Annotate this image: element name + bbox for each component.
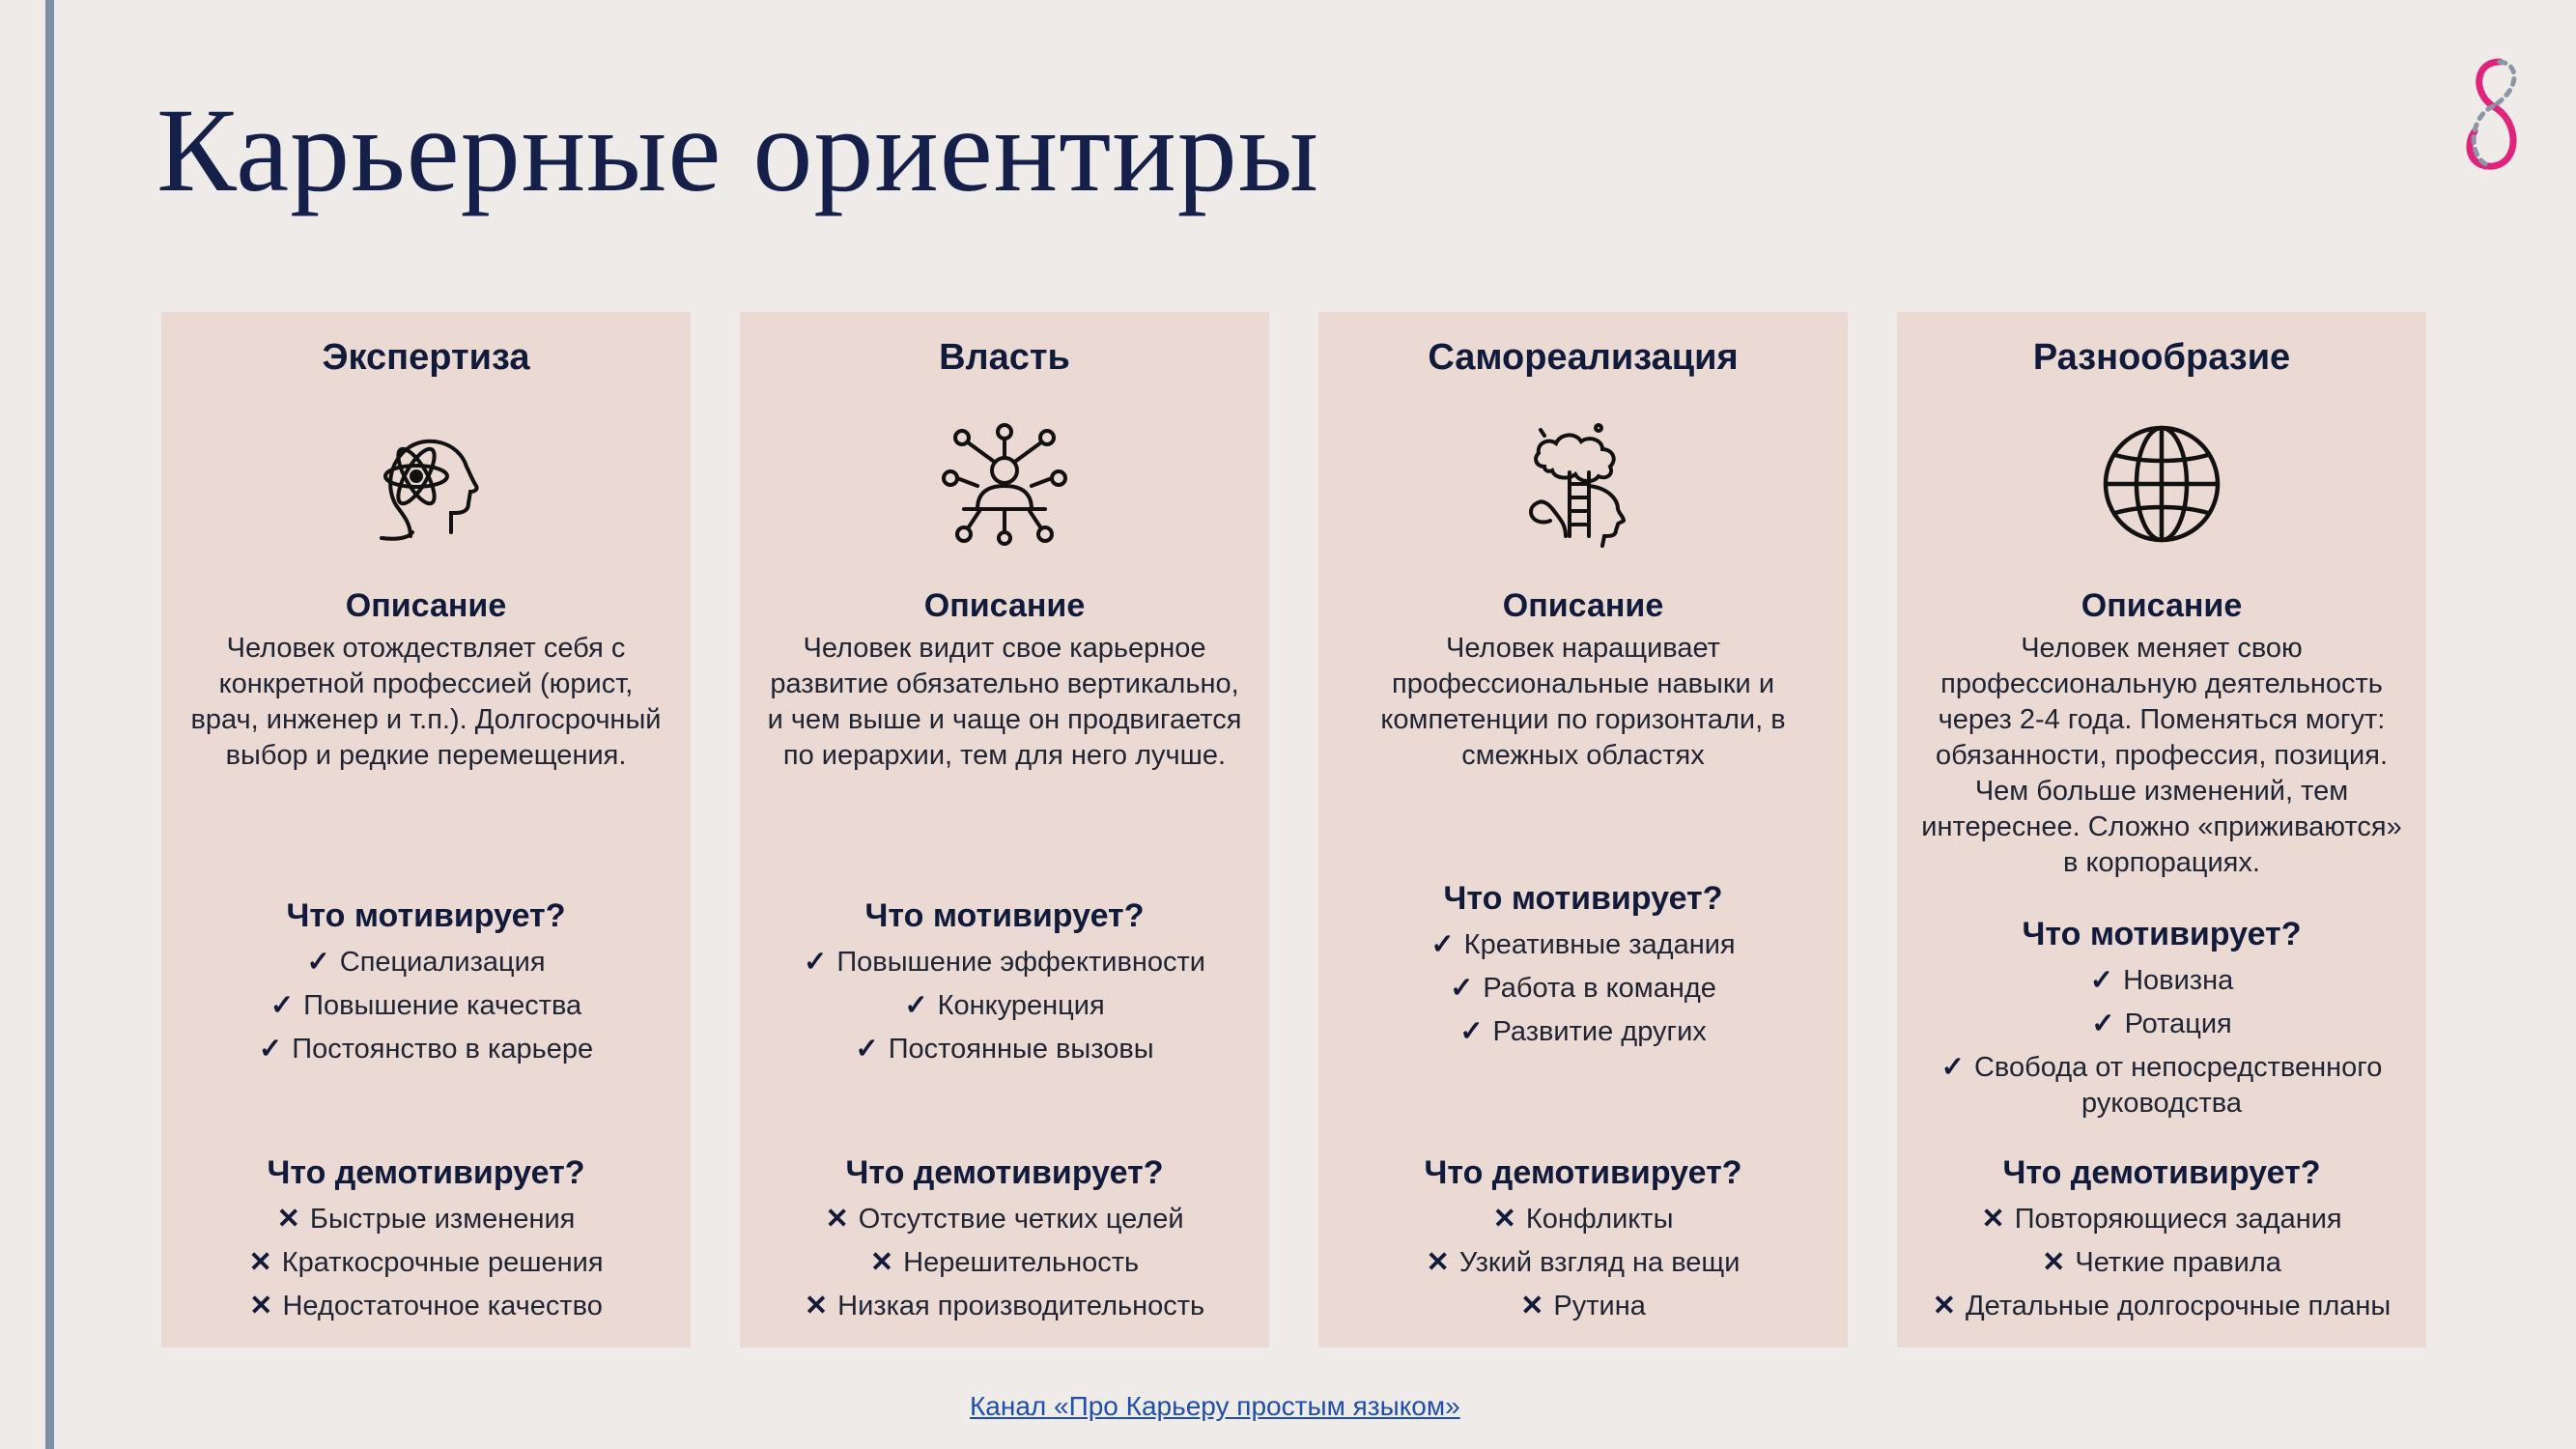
demotivators-block [1340, 1153, 1826, 1328]
check-icon: ✓ [2091, 1009, 2115, 1039]
list-item: ✓ Повышение эффективности [804, 947, 1205, 978]
list-item: ✓ Специализация [306, 947, 546, 978]
list-item: ✕ Низкая производительность [804, 1291, 1205, 1321]
globe-icon [2094, 416, 2229, 552]
card-title: Экспертиза [322, 337, 530, 378]
card-expertise [161, 312, 691, 1348]
list-item: ✓ Постоянство в карьере [258, 1034, 594, 1065]
description-text: Человек наращивает профессиональные навыки и компетенции по горизонтали, в смежных областях [1380, 633, 1786, 771]
demotivators-list [1340, 1198, 1826, 1328]
check-icon: ✓ [306, 947, 330, 978]
card-title: Разнообразие [2032, 337, 2291, 378]
check-icon: ✓ [904, 990, 928, 1021]
cross-icon: ✕ [1492, 1204, 1516, 1235]
list-item: ✕ Повторяющиеся задания [1981, 1204, 2342, 1235]
list-item: ✕ Нерешительность [869, 1247, 1140, 1278]
head-ladder-cloud-icon [1515, 416, 1651, 552]
demotivators-block [1918, 1153, 2405, 1328]
check-icon: ✓ [804, 947, 828, 978]
motivators-block [1340, 879, 1826, 1054]
description-block [183, 586, 669, 774]
list-item: ✓ Постоянные вызовы [855, 1034, 1154, 1065]
demotivators-heading: Что демотивирует? [267, 1154, 585, 1191]
description-heading: Описание [1502, 587, 1664, 624]
list-item: ✕ Быстрые изменения [276, 1204, 576, 1235]
card-self-realization [1318, 312, 1848, 1348]
motivators-heading: Что мотивирует? [286, 897, 566, 934]
motivators-block [1918, 915, 2405, 1122]
list-item: ✕ Детальные долгосрочные планы [1932, 1291, 2392, 1321]
cross-icon: ✕ [1520, 1291, 1544, 1321]
network-person-icon [937, 416, 1072, 552]
description-heading: Описание [2081, 587, 2243, 624]
description-block [1340, 586, 1826, 774]
demotivators-block [761, 1153, 1248, 1328]
motivators-list [183, 941, 669, 1071]
list-item: ✓ Развитие других [1459, 1016, 1707, 1047]
list-item: ✓ Конкуренция [904, 990, 1105, 1021]
demotivators-heading: Что демотивирует? [1424, 1154, 1742, 1191]
check-icon: ✓ [1430, 929, 1455, 960]
check-icon: ✓ [1940, 1052, 1965, 1083]
description-heading: Описание [923, 587, 1086, 624]
cross-icon: ✕ [1932, 1291, 1957, 1321]
orientation-cards [161, 312, 2426, 1348]
check-icon: ✓ [855, 1034, 879, 1065]
demotivators-list [183, 1198, 669, 1328]
cross-icon: ✕ [1981, 1204, 2005, 1235]
list-item: ✓ Креативные задания [1430, 929, 1736, 960]
list-item: ✕ Недостаточное качество [249, 1291, 603, 1321]
motivators-block [183, 896, 669, 1071]
demotivators-list [1918, 1198, 2405, 1328]
cross-icon: ✕ [804, 1291, 829, 1321]
check-icon: ✓ [2089, 965, 2114, 996]
description-text: Человек видит свое карьерное развитие обязательно вертикально, и чем выше и чаще он продвигается по иерархии, тем для него лучше. [767, 633, 1242, 771]
atom-head-icon [358, 416, 494, 552]
list-item: ✕ Узкий взгляд на вещи [1426, 1247, 1741, 1278]
brand-logo-icon [2461, 56, 2525, 174]
page-title: Карьерные ориентиры [156, 84, 1320, 216]
description-block [1918, 586, 2405, 881]
list-item: ✕ Краткосрочные решения [248, 1247, 604, 1278]
list-item: ✓ Работа в команде [1450, 973, 1716, 1004]
cross-icon: ✕ [249, 1291, 273, 1321]
cross-icon: ✕ [2042, 1247, 2066, 1278]
list-item: ✕ Отсутствие четких целей [825, 1204, 1184, 1235]
card-title: Власть [939, 337, 1070, 378]
list-item: ✕ Рутина [1520, 1291, 1646, 1321]
description-block [761, 586, 1248, 774]
cross-icon: ✕ [869, 1247, 894, 1278]
card-variety [1897, 312, 2426, 1348]
demotivators-block [183, 1153, 669, 1328]
demotivators-heading: Что демотивирует? [2002, 1154, 2321, 1191]
card-title: Самореализация [1428, 337, 1739, 378]
list-item: ✓ Повышение качества [269, 990, 582, 1021]
list-item: ✕ Конфликты [1492, 1204, 1674, 1235]
check-icon: ✓ [258, 1034, 283, 1065]
card-power [740, 312, 1269, 1348]
list-item: ✓ Свобода от непосредственного руководства [1940, 1052, 2383, 1119]
demotivators-list [761, 1198, 1248, 1328]
channel-link[interactable]: Канал «Про Карьеру простым языком» [970, 1391, 1460, 1421]
motivators-list [1918, 959, 2405, 1122]
check-icon: ✓ [1459, 1016, 1484, 1047]
motivators-list [761, 941, 1248, 1071]
cross-icon: ✕ [825, 1204, 849, 1235]
motivators-heading: Что мотивирует? [1443, 880, 1723, 917]
demotivators-heading: Что демотивирует? [845, 1154, 1164, 1191]
description-text: Человек меняет свою профессиональную деятельность через 2-4 года. Поменяться могут: обязанности, профессия, позиция. Чем больше изменений, тем интереснее. Сложно «приживаются» в корпорациях. [1921, 633, 2402, 878]
description-text: Человек отождествляет себя с конкретной профессией (юрист, врач, инженер и т.п.). Долгосрочный выбор и редкие перемещения. [190, 633, 662, 771]
motivators-heading: Что мотивирует? [2022, 916, 2302, 952]
check-icon: ✓ [1450, 973, 1474, 1004]
cross-icon: ✕ [1426, 1247, 1450, 1278]
cross-icon: ✕ [276, 1204, 300, 1235]
left-accent-rule [45, 0, 54, 1449]
list-item: ✓ Ротация [2091, 1009, 2232, 1039]
description-heading: Описание [345, 587, 507, 624]
motivators-list [1340, 923, 1826, 1054]
check-icon: ✓ [269, 990, 295, 1021]
list-item: ✓ Новизна [2089, 965, 2234, 996]
motivators-heading: Что мотивирует? [864, 897, 1145, 934]
motivators-block [761, 896, 1248, 1071]
cross-icon: ✕ [248, 1247, 272, 1278]
list-item: ✕ Четкие правила [2042, 1247, 2281, 1278]
